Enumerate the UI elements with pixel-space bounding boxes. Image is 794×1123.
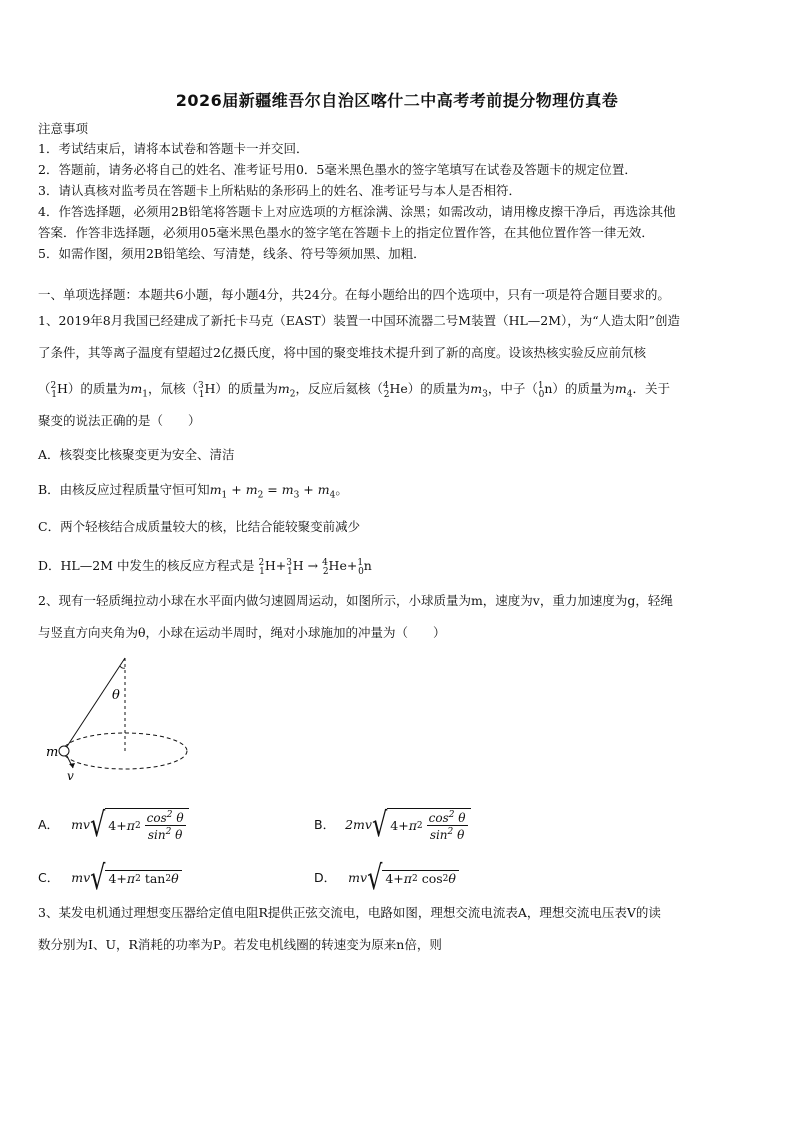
notice-item: 5．如需作图，须用2B铅笔绘、写清楚，线条、符号等须加黑、加粗． [38, 246, 426, 261]
conical-pendulum-figure [40, 655, 200, 785]
q2-stem-line: 与竖直方向夹角为θ，小球在运动半周时，绳对小球施加的冲量为（ ） [38, 625, 446, 640]
notice-item: 4．作答选择题，必须用2B铅笔将答题卡上对应选项的方框涂满、涂黑；如需改动，请用橡皮擦干净后，再选涂其他 [38, 204, 676, 219]
q3-stem-line: 数分别为I、U，R消耗的功率为P。若发电机线圈的转速变为原来n倍，则 [38, 937, 442, 952]
q2-option-c: C． mv √ 4+ π 2 tan 2 θ [38, 866, 182, 890]
q1-option-a: A．核裂变比核聚变更为安全、清洁 [38, 447, 235, 462]
q2-option-b: B． 2mv √ 4+ π 2 $\frac{\cos^2 \theta}{\sin^2 \theta}$ [314, 808, 471, 842]
notice-item: 1．考试结束后，请将本试卷和答题卡一并交回． [38, 141, 309, 156]
mass-label: m [46, 745, 59, 760]
q1-option-b: B．由核反应过程质量守恒可知$m_1 + m_2 = m_3 + m_4$。 [38, 482, 348, 501]
notice-item: 2．答题前，请务必将自己的姓名、准考证号用0．5毫米黑色墨水的签字笔填写在试卷及答题卡的规定位置． [38, 162, 637, 177]
notice-item: 答案．作答非选择题，必须用05毫米黑色墨水的签字笔在答题卡上的指定位置作答，在其他位置作答一律无效． [38, 225, 654, 240]
page-title: 2026届新疆维吾尔自治区喀什二中高考考前提分物理仿真卷 [175, 91, 619, 110]
q1-option-d: D．HL—2M 中发生的核反应方程式是 $^2_1$H+$^3_1$H → $^4_2$He+$^1_0$n [38, 558, 372, 577]
q1-stem-line: 了条件，其等离子温度有望超过2亿摄氏度，将中国的聚变堆技术提升到了新的高度。设该热核实验反应前氘核 [38, 345, 646, 360]
notice-heading: 注意事项 [38, 121, 89, 136]
section-heading: 一、单项选择题：本题共6小题，每小题4分，共24分。在每小题给出的四个选项中，只有一项是符合题目要求的。 [38, 287, 670, 302]
q1-stem-line: 聚变的说法正确的是（ ） [38, 413, 201, 428]
notice-item: 3．请认真核对监考员在答题卡上所粘贴的条形码上的姓名、准考证号与本人是否相符． [38, 183, 521, 198]
q2-option-a: A． mv √ 4+ π 2 $\frac{\cos^2 \theta}{\sin^2 \theta}$ [38, 808, 189, 842]
q3-stem-line: 3、某发电机通过理想变压器给定值电阻R提供正弦交流电，电路如图，理想交流电流表A，理想交流电压表V的读 [38, 905, 661, 920]
q2-option-d: D． mv √ 4+ π 2 cos 2 θ [314, 866, 459, 890]
q1-option-c: C．两个轻核结合成质量较大的核，比结合能较聚变前减少 [38, 519, 361, 534]
q1-stem-line: 1、2019年8月我国已经建成了新托卡马克（EAST）装置一中国环流器二号M装置（HL—2M），为“人造太阳”创造 [38, 313, 681, 328]
velocity-label: v [67, 769, 74, 783]
q2-stem-line: 2、现有一轻质绳拉动小球在水平面内做匀速圆周运动，如图所示，小球质量为m，速度为v，重力加速度为g，轻绳 [38, 593, 673, 608]
q1-stem-line-isotopes: （$^2_1$H）的质量为$m_1$，氚核（$^3_1$H）的质量为$m_2$，反应后氦核（$^4_2$He）的质量为$m_3$，中子（$^1_0$n）的质量为$m_4$．关于 [38, 381, 671, 400]
theta-label: θ [112, 688, 120, 703]
